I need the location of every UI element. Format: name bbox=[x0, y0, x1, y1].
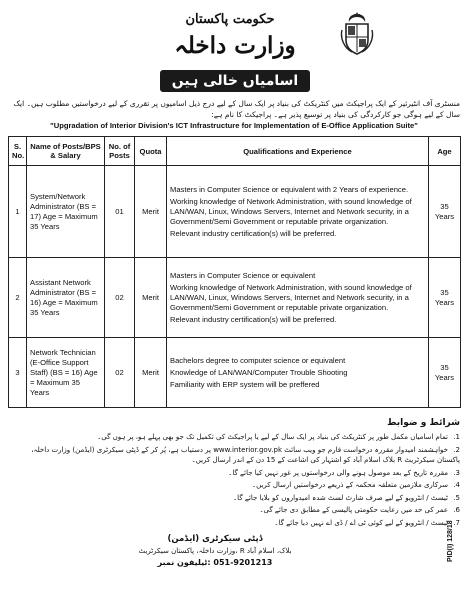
row-sno: 3 bbox=[9, 338, 27, 408]
qualification-line: Masters in Computer Science or equivalent bbox=[170, 270, 316, 280]
row-qualifications bbox=[167, 166, 429, 258]
signoff-address: وزارت داخلہ، پاکستان سیکرٹریٹ، R بلاک، اسلام آباد bbox=[138, 547, 292, 555]
table-row bbox=[9, 258, 461, 338]
col-header-name: Name of Posts/BPS & Salary bbox=[27, 137, 105, 166]
qualification-line: Working knowledge of Network Administration, with sound knowledge of LAN/WAN, Linux, Windows Servers, Internet and Network security, in a Government/Semi Government or reputable private organization. bbox=[170, 196, 412, 226]
terms-item bbox=[8, 480, 460, 491]
terms-section bbox=[8, 418, 460, 530]
terms-item-text: خواہشمند امیدوار مقررہ درخواست فارم جو ویب سائٹ www.interior.gov.pk پر دستیاب ہے، پُر کر کے ڈپٹی سیکرٹری (ایڈمن) وزارت داخلہ، پاکستان سیکرٹریٹ R بلاک اسلام آباد کو اشتہار کی اشاعت کے 15 دن کے اندر ارسال کریں۔ bbox=[31, 445, 460, 464]
col-header-posts: No. of Posts bbox=[105, 137, 135, 166]
qualification-line: Masters in Computer Science or equivalent with 2 Years of experience. bbox=[170, 184, 409, 194]
row-post-name: Network Technician (E-Office Support Staff) (BS = 16) Age = Maximum 35 Years bbox=[27, 338, 105, 408]
row-qualifications bbox=[167, 258, 429, 338]
letterhead bbox=[0, 4, 467, 66]
terms-item bbox=[8, 493, 460, 504]
col-header-qualifications: Qualifications and Experience bbox=[167, 137, 429, 166]
table-header-row bbox=[9, 137, 461, 166]
government-title: حکومت پاکستان bbox=[185, 12, 275, 27]
terms-item-number: 7. bbox=[453, 518, 460, 527]
row-sno: 2 bbox=[9, 258, 27, 338]
row-post-name: System/Network Administrator (BS = 17) Age = Maximum 35 Years bbox=[27, 166, 105, 258]
row-posts: 01 bbox=[105, 166, 135, 258]
qualification-line: Relevant industry certification(s) will be preferred. bbox=[170, 314, 337, 324]
terms-item-number: 6. bbox=[453, 506, 460, 514]
col-header-age: Age bbox=[429, 137, 461, 166]
qualification-line: Working knowledge of Network Administration, with sound knowledge of LAN/WAN, Linux, Windows Servers, Internet and Network security, in a Government/Semi Government or reputable private organization. bbox=[170, 282, 412, 312]
vacancies-table bbox=[8, 136, 461, 408]
row-age: 35 Years bbox=[429, 258, 461, 338]
terms-heading: شرائط و ضوابط bbox=[387, 418, 460, 428]
row-quota: Merit bbox=[135, 258, 167, 338]
row-posts: 02 bbox=[105, 338, 135, 408]
terms-item bbox=[8, 518, 460, 529]
terms-item bbox=[8, 432, 460, 443]
signoff-block bbox=[130, 534, 300, 567]
state-emblem-icon bbox=[340, 10, 374, 56]
terms-item-text: ٹیسٹ / انٹرویو کے لیے کوئی ٹی اے / ڈی اے نہیں دیا جائے گا۔ bbox=[274, 518, 448, 527]
terms-item-text: تمام اسامیاں مکمل طور پر کنٹریکٹ کی بنیاد پر ایک سال کے لیے یا پراجیکٹ کی تکمیل تک جو بھی پہلے ہو، پر ہوں گی۔ bbox=[97, 433, 448, 441]
intro-text: منسٹری آف انٹیرئیر کے ایک پراجیکٹ میں کنٹریکٹ کی بنیاد پر ایک سال کے لیے درج ذیل اسامیوں پر تقرری کے لیے درخواستیں مطلوب ہیں۔ ایک سال کے لیے ہوگی جو کارکردگی کی بنیاد پر توسیع پذیر ہے۔ پراجیکٹ کا نام ہے: bbox=[13, 99, 460, 119]
terms-item-text: عمر کی حد میں رعایت حکومتی پالیسی کے مطابق دی جائے گی۔ bbox=[259, 506, 448, 514]
project-title: "Upgradation of Interior Division's ICT Infrastructure for Implementation of E-Office Application Suite" bbox=[50, 121, 418, 130]
row-sno: 1 bbox=[9, 166, 27, 258]
terms-item-text: ٹیسٹ / انٹرویو کے لیے صرف شارٹ لسٹ شدہ امیدواروں کو بلایا جائے گا۔ bbox=[233, 493, 448, 502]
terms-item-number: 2. bbox=[453, 445, 460, 454]
terms-item-text: مقررہ تاریخ کے بعد موصول ہونے والی درخواستوں پر غور نہیں کیا جائے گا۔ bbox=[228, 468, 448, 477]
signoff-designation: ڈپٹی سیکرٹری (ایڈمن) bbox=[167, 534, 263, 544]
table-row bbox=[9, 166, 461, 258]
qualification-line: Knowledge of LAN/WAN/Computer Trouble Shooting bbox=[170, 367, 348, 377]
row-posts: 02 bbox=[105, 258, 135, 338]
terms-item bbox=[8, 445, 460, 466]
terms-item bbox=[8, 468, 460, 479]
terms-item-number: 3. bbox=[453, 468, 460, 477]
col-header-sno: S. No. bbox=[9, 137, 27, 166]
col-header-quota: Quota bbox=[135, 137, 167, 166]
pid-code: PID(I) 128/18 bbox=[447, 520, 454, 562]
vacancies-banner: اسامیاں خالی ہیں bbox=[160, 70, 310, 92]
qualification-line: Relevant industry certification(s) will be preferred. bbox=[170, 228, 337, 238]
row-post-name: Assistant Network Administrator (BS = 16) Age = Maximum 35 Years bbox=[27, 258, 105, 338]
row-age: 35 Years bbox=[429, 166, 461, 258]
terms-item-number: 1. bbox=[453, 433, 460, 441]
terms-item bbox=[8, 505, 460, 516]
table-row bbox=[9, 338, 461, 408]
terms-list bbox=[8, 432, 460, 528]
qualification-line: Familiarity with ERP system will be preffered bbox=[170, 379, 320, 389]
qualification-line: Bachelors degree to computer science or equivalent bbox=[170, 355, 346, 365]
row-quota: Merit bbox=[135, 166, 167, 258]
ministry-title: وزارت داخلہ bbox=[174, 32, 296, 59]
terms-item-text: سرکاری ملازمین متعلقہ محکمہ کے ذریعے درخواستیں ارسال کریں۔ bbox=[252, 481, 448, 489]
row-qualifications bbox=[167, 338, 429, 408]
signoff-phone: 051-9201213 :ٹیلیفون نمبر bbox=[157, 558, 273, 567]
terms-item-number: 5. bbox=[453, 493, 460, 502]
terms-item-number: 4. bbox=[453, 481, 460, 489]
row-age: 35 Years bbox=[429, 338, 461, 408]
row-quota: Merit bbox=[135, 338, 167, 408]
